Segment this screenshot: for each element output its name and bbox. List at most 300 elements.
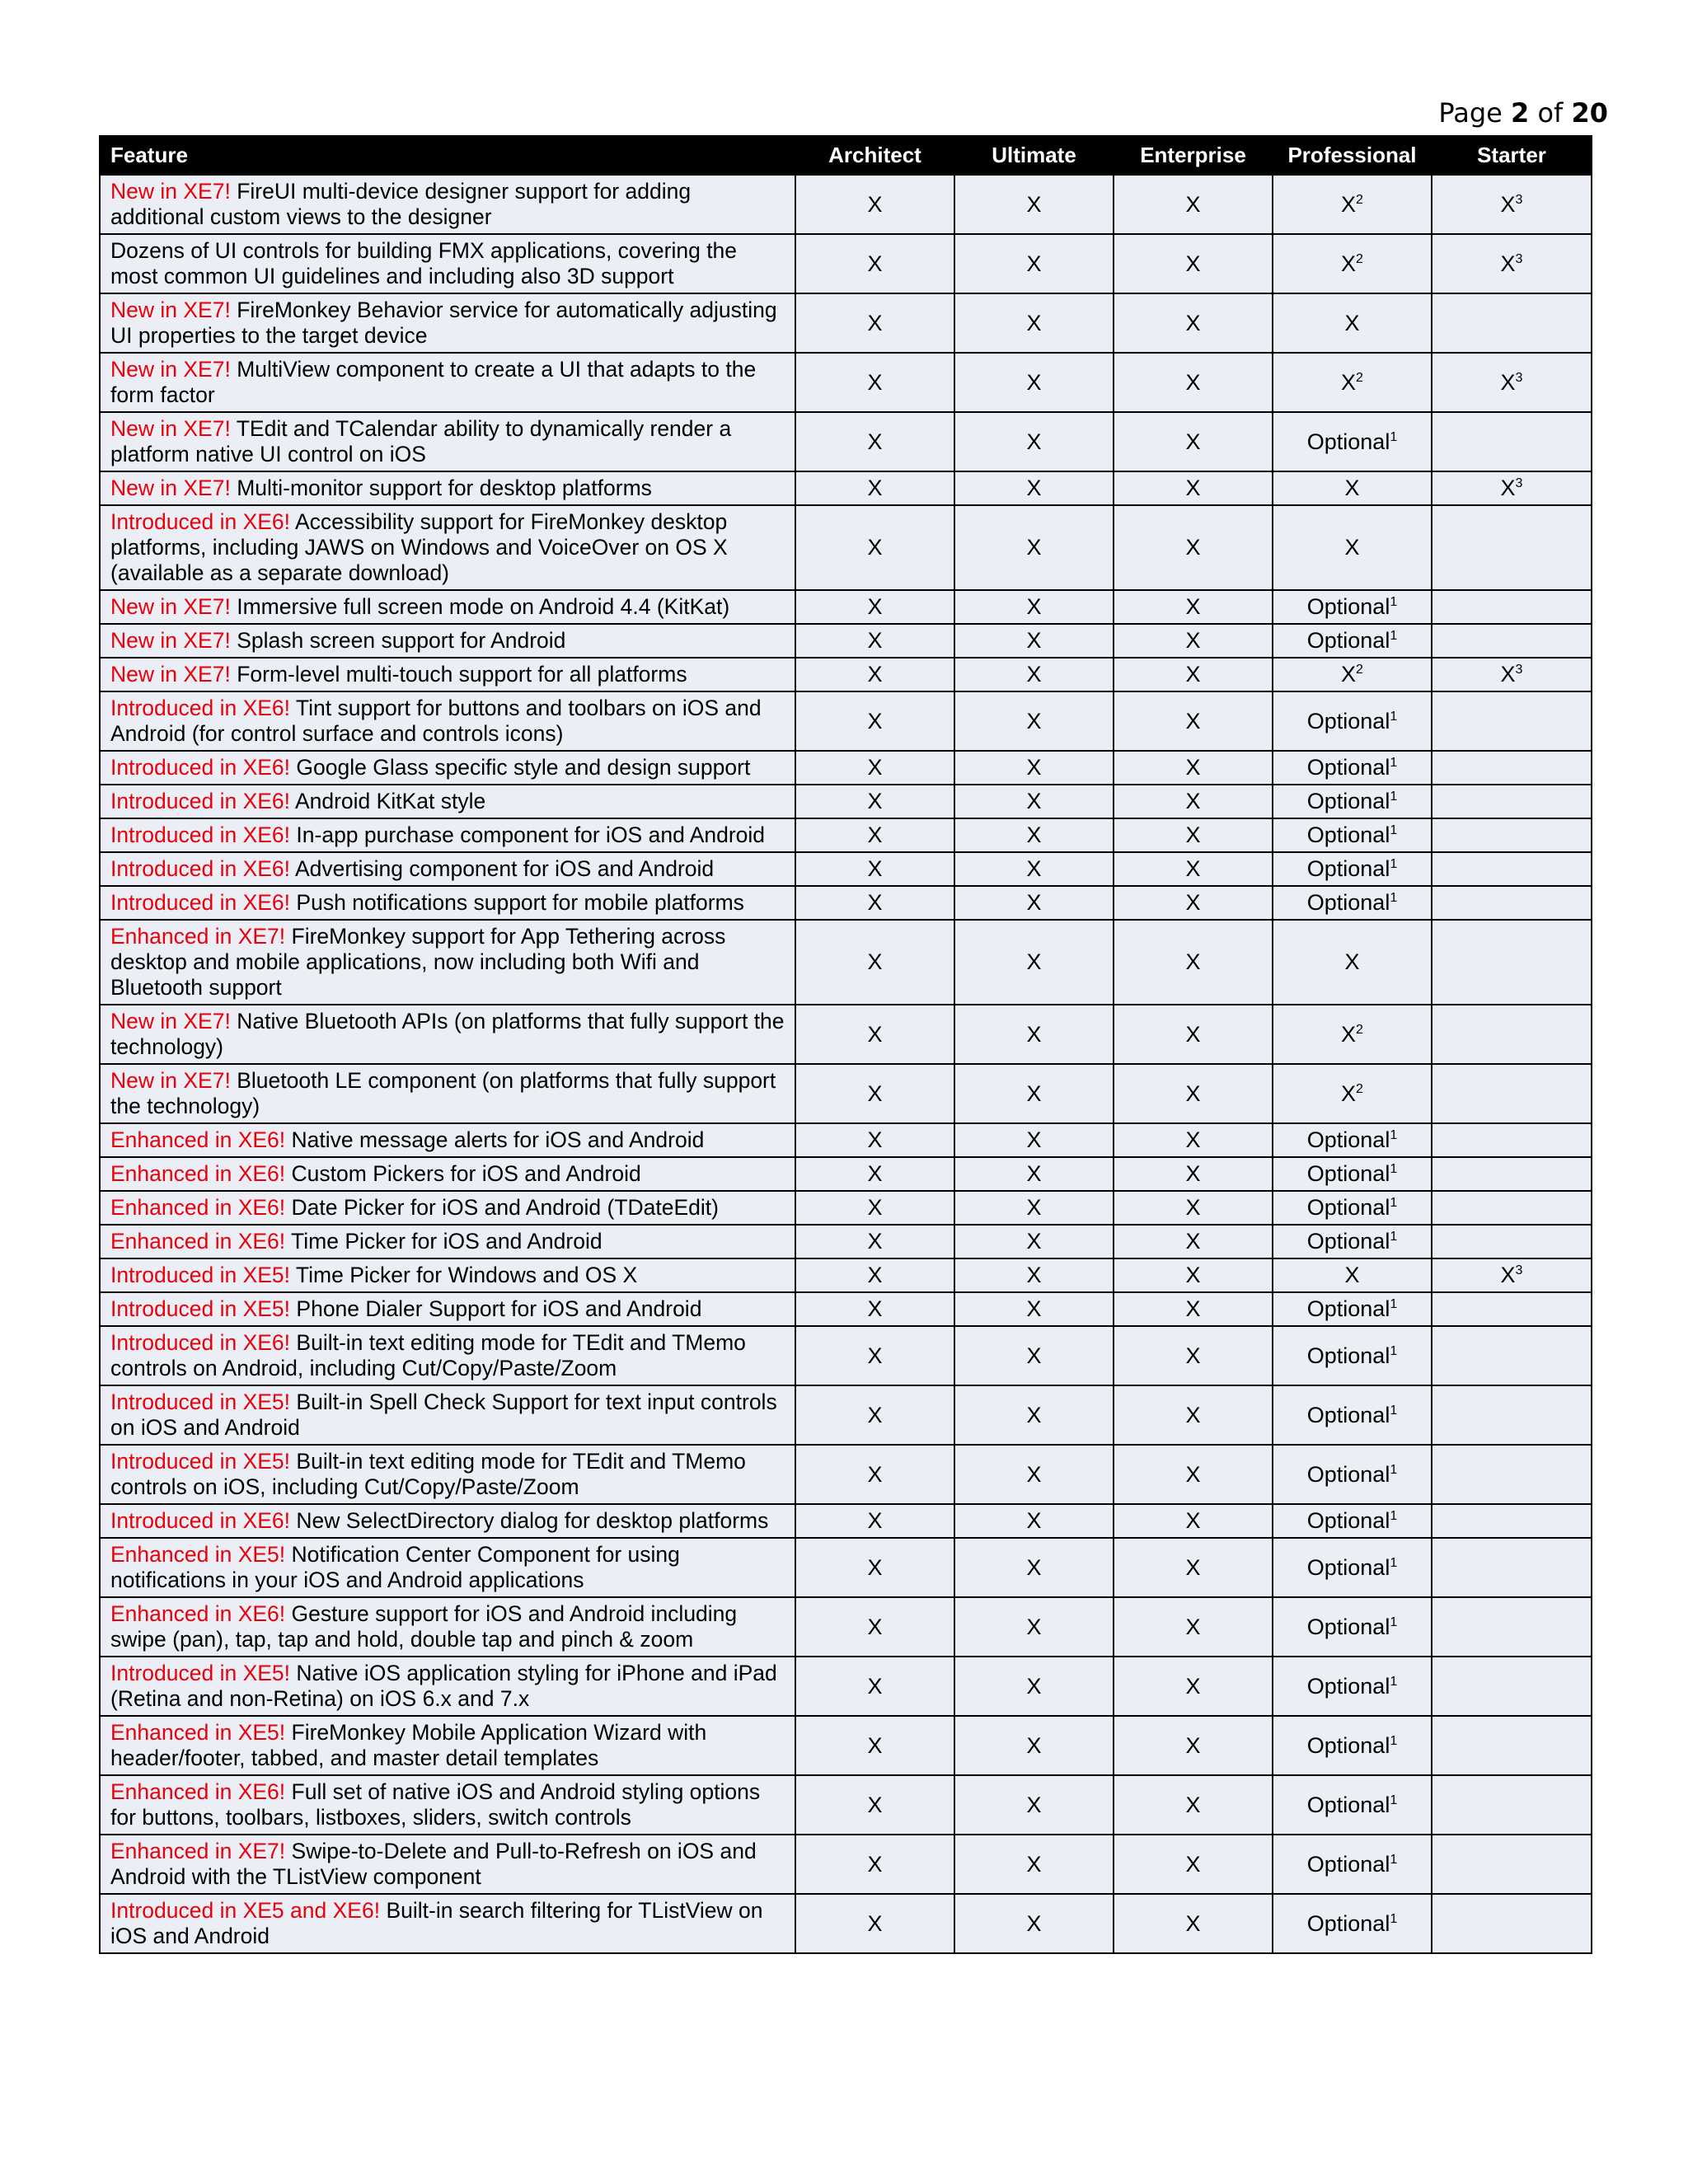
footnote-ref: 1 bbox=[1390, 1403, 1398, 1418]
footnote-ref: 1 bbox=[1390, 823, 1398, 837]
footnote-ref: 1 bbox=[1390, 1911, 1398, 1926]
footnote-ref: 2 bbox=[1356, 370, 1363, 385]
edition-cell-ultimate bbox=[954, 590, 1114, 624]
edition-cell-enterprise bbox=[1114, 505, 1273, 590]
availability-mark: X bbox=[867, 1263, 883, 1287]
feature-description: Accessibility support for FireMonkey desktop platforms, including JAWS on Windows and VoiceOver on OS X (available as a separate download) bbox=[110, 509, 728, 585]
footnote-ref: 2 bbox=[1356, 1081, 1363, 1096]
availability-mark: X bbox=[1185, 1161, 1201, 1186]
availability-mark: X bbox=[1185, 890, 1201, 915]
edition-cell-starter bbox=[1432, 293, 1592, 353]
feature-status-tag: Introduced in XE6! bbox=[110, 823, 291, 847]
availability-mark: Optional bbox=[1306, 1343, 1390, 1368]
edition-cell-architect bbox=[795, 175, 954, 234]
edition-cell-starter bbox=[1432, 1775, 1592, 1835]
availability-mark: Optional bbox=[1306, 1296, 1390, 1321]
availability-mark: Optional bbox=[1306, 1732, 1390, 1758]
edition-cell-architect bbox=[795, 818, 954, 852]
edition-cell-architect bbox=[795, 1597, 954, 1657]
feature-cell bbox=[100, 1191, 795, 1225]
edition-cell-architect bbox=[795, 1445, 954, 1504]
availability-mark: X bbox=[867, 535, 883, 560]
edition-cell-ultimate bbox=[954, 353, 1114, 412]
feature-cell bbox=[100, 658, 795, 691]
availability-mark: X bbox=[1344, 476, 1360, 500]
feature-cell bbox=[100, 412, 795, 471]
availability-mark: Optional bbox=[1306, 1127, 1390, 1152]
edition-cell-starter bbox=[1432, 886, 1592, 920]
feature-status-tag: New in XE7! bbox=[110, 298, 231, 322]
edition-cell-ultimate bbox=[954, 1005, 1114, 1064]
edition-cell-starter bbox=[1432, 175, 1592, 234]
edition-cell-starter bbox=[1432, 1292, 1592, 1326]
availability-mark: X bbox=[867, 594, 883, 619]
edition-cell-starter bbox=[1432, 751, 1592, 785]
edition-cell-professional bbox=[1273, 1191, 1432, 1225]
edition-cell-starter bbox=[1432, 1005, 1592, 1064]
edition-cell-ultimate bbox=[954, 1326, 1114, 1385]
footnote-ref: 3 bbox=[1515, 192, 1523, 207]
edition-cell-architect bbox=[795, 293, 954, 353]
availability-mark: X bbox=[1026, 1263, 1042, 1287]
edition-cell-enterprise bbox=[1114, 175, 1273, 234]
feature-status-tag: Enhanced in XE6! bbox=[110, 1127, 286, 1152]
edition-cell-architect bbox=[795, 1157, 954, 1191]
availability-mark: X bbox=[867, 628, 883, 653]
availability-mark: X bbox=[867, 1732, 883, 1758]
feature-status-tag: New in XE7! bbox=[110, 416, 231, 441]
availability-mark: X bbox=[1026, 1614, 1042, 1639]
table-row bbox=[100, 1005, 1592, 1064]
footnote-ref: 1 bbox=[1390, 1230, 1398, 1244]
edition-cell-enterprise bbox=[1114, 1258, 1273, 1292]
footnote-ref: 2 bbox=[1356, 192, 1363, 207]
availability-mark: Optional bbox=[1306, 1161, 1390, 1186]
table-row bbox=[100, 1894, 1592, 1953]
edition-cell-professional bbox=[1273, 1258, 1432, 1292]
availability-mark: X bbox=[1341, 662, 1357, 687]
feature-description: Splash screen support for Android bbox=[237, 628, 566, 653]
edition-cell-starter bbox=[1432, 624, 1592, 658]
edition-cell-ultimate bbox=[954, 852, 1114, 886]
footnote-ref: 1 bbox=[1390, 1343, 1398, 1358]
availability-mark: X bbox=[1344, 1263, 1360, 1287]
feature-status-tag: Introduced in XE6! bbox=[110, 856, 291, 881]
feature-description: Time Picker for Windows and OS X bbox=[295, 1263, 638, 1287]
edition-cell-ultimate bbox=[954, 1292, 1114, 1326]
footnote-ref: 1 bbox=[1390, 595, 1398, 609]
edition-cell-starter bbox=[1432, 1326, 1592, 1385]
availability-mark: X bbox=[867, 823, 883, 847]
availability-mark: X bbox=[1026, 310, 1042, 335]
feature-description: Native iOS application styling for iPhone and iPad (Retina and non-Retina) on iOS 6.x and 7.x bbox=[110, 1661, 777, 1711]
edition-cell-enterprise bbox=[1114, 658, 1273, 691]
feature-status-tag: Introduced in XE6! bbox=[110, 509, 291, 534]
feature-cell bbox=[100, 1225, 795, 1258]
availability-mark: X bbox=[1026, 1673, 1042, 1699]
table-row bbox=[100, 1538, 1592, 1597]
availability-mark: X bbox=[1185, 1195, 1201, 1220]
table-row bbox=[100, 785, 1592, 818]
feature-description: MultiView component to create a UI that adapts to the form factor bbox=[110, 357, 757, 407]
availability-mark: X bbox=[1185, 1851, 1201, 1877]
feature-description: Built-in search filtering for TListView on iOS and Android bbox=[110, 1898, 763, 1948]
footnote-ref: 1 bbox=[1390, 1615, 1398, 1629]
table-row bbox=[100, 234, 1592, 293]
availability-mark: X bbox=[1500, 1263, 1516, 1287]
footnote-ref: 1 bbox=[1390, 429, 1398, 444]
table-row bbox=[100, 691, 1592, 751]
table-row bbox=[100, 1292, 1592, 1326]
feature-description: FireMonkey support for App Tethering across desktop and mobile applications, now including both Wifi and Bluetooth support bbox=[110, 924, 726, 1000]
table-row bbox=[100, 658, 1592, 691]
edition-cell-starter bbox=[1432, 1716, 1592, 1775]
availability-mark: X bbox=[1026, 1343, 1042, 1368]
availability-mark: X bbox=[1185, 191, 1201, 217]
availability-mark: Optional bbox=[1306, 1792, 1390, 1817]
footnote-ref: 1 bbox=[1390, 629, 1398, 643]
table-row bbox=[100, 1835, 1592, 1894]
table-row bbox=[100, 1157, 1592, 1191]
table-row bbox=[100, 1775, 1592, 1835]
edition-cell-enterprise bbox=[1114, 590, 1273, 624]
feature-cell bbox=[100, 1716, 795, 1775]
table-row bbox=[100, 471, 1592, 505]
edition-cell-ultimate bbox=[954, 818, 1114, 852]
availability-mark: X bbox=[1026, 1195, 1042, 1220]
edition-cell-professional bbox=[1273, 691, 1432, 751]
feature-status-tag: Introduced in XE5 and XE6! bbox=[110, 1898, 381, 1923]
availability-mark: X bbox=[867, 1296, 883, 1321]
footnote-ref: 1 bbox=[1390, 1196, 1398, 1210]
availability-mark: Optional bbox=[1306, 429, 1390, 454]
availability-mark: Optional bbox=[1306, 1402, 1390, 1427]
availability-mark: X bbox=[1026, 662, 1042, 687]
edition-cell-professional bbox=[1273, 1225, 1432, 1258]
edition-cell-enterprise bbox=[1114, 624, 1273, 658]
table-row bbox=[100, 1258, 1592, 1292]
edition-cell-professional bbox=[1273, 353, 1432, 412]
availability-mark: Optional bbox=[1306, 1229, 1390, 1254]
table-row bbox=[100, 412, 1592, 471]
edition-cell-professional bbox=[1273, 412, 1432, 471]
footnote-ref: 1 bbox=[1390, 1733, 1398, 1748]
feature-cell bbox=[100, 293, 795, 353]
availability-mark: X bbox=[867, 856, 883, 881]
footnote-ref: 1 bbox=[1390, 1462, 1398, 1477]
edition-cell-starter bbox=[1432, 505, 1592, 590]
edition-cell-professional bbox=[1273, 1064, 1432, 1123]
availability-mark: X bbox=[867, 476, 883, 500]
edition-cell-professional bbox=[1273, 1538, 1432, 1597]
edition-cell-starter bbox=[1432, 1191, 1592, 1225]
edition-cell-architect bbox=[795, 1064, 954, 1123]
edition-cell-enterprise bbox=[1114, 1191, 1273, 1225]
table-row bbox=[100, 590, 1592, 624]
feature-cell bbox=[100, 1123, 795, 1157]
feature-description: Built-in Spell Check Support for text input controls on iOS and Android bbox=[110, 1390, 777, 1440]
edition-cell-architect bbox=[795, 1716, 954, 1775]
edition-cell-professional bbox=[1273, 852, 1432, 886]
edition-cell-starter bbox=[1432, 1258, 1592, 1292]
availability-mark: X bbox=[867, 890, 883, 915]
availability-mark: X bbox=[1026, 1021, 1042, 1047]
availability-mark: X bbox=[1185, 1263, 1201, 1287]
availability-mark: X bbox=[1344, 535, 1360, 560]
feature-cell bbox=[100, 1326, 795, 1385]
edition-cell-starter bbox=[1432, 353, 1592, 412]
edition-cell-enterprise bbox=[1114, 353, 1273, 412]
footnote-ref: 1 bbox=[1390, 1852, 1398, 1867]
edition-cell-enterprise bbox=[1114, 920, 1273, 1005]
feature-description: Custom Pickers for iOS and Android bbox=[291, 1161, 641, 1186]
availability-mark: X bbox=[1185, 1127, 1201, 1152]
page-current: 2 bbox=[1511, 97, 1530, 129]
availability-mark: X bbox=[867, 191, 883, 217]
edition-cell-ultimate bbox=[954, 505, 1114, 590]
availability-mark: X bbox=[867, 251, 883, 276]
table-row bbox=[100, 886, 1592, 920]
table-row bbox=[100, 1445, 1592, 1504]
feature-cell bbox=[100, 886, 795, 920]
edition-cell-professional bbox=[1273, 175, 1432, 234]
availability-mark: X bbox=[1185, 755, 1201, 780]
page-number bbox=[1438, 97, 1608, 129]
availability-mark: X bbox=[1185, 708, 1201, 733]
edition-cell-ultimate bbox=[954, 1064, 1114, 1123]
edition-cell-starter bbox=[1432, 1504, 1592, 1538]
feature-status-tag: Introduced in XE5! bbox=[110, 1661, 291, 1685]
edition-cell-enterprise bbox=[1114, 1292, 1273, 1326]
edition-cell-architect bbox=[795, 920, 954, 1005]
edition-cell-starter bbox=[1432, 1064, 1592, 1123]
availability-mark: Optional bbox=[1306, 708, 1390, 733]
feature-cell bbox=[100, 691, 795, 751]
availability-mark: X bbox=[1185, 251, 1201, 276]
edition-cell-starter bbox=[1432, 590, 1592, 624]
edition-cell-ultimate bbox=[954, 471, 1114, 505]
feature-cell bbox=[100, 505, 795, 590]
availability-mark: X bbox=[867, 1461, 883, 1487]
edition-cell-enterprise bbox=[1114, 1123, 1273, 1157]
table-row bbox=[100, 1716, 1592, 1775]
availability-mark: Optional bbox=[1306, 1910, 1390, 1936]
feature-status-tag: New in XE7! bbox=[110, 1009, 231, 1033]
edition-cell-ultimate bbox=[954, 920, 1114, 1005]
edition-cell-ultimate bbox=[954, 658, 1114, 691]
edition-cell-ultimate bbox=[954, 1191, 1114, 1225]
edition-cell-professional bbox=[1273, 1157, 1432, 1191]
availability-mark: X bbox=[867, 1343, 883, 1368]
feature-description: New SelectDirectory dialog for desktop platforms bbox=[296, 1508, 769, 1533]
feature-cell bbox=[100, 1597, 795, 1657]
footnote-ref: 1 bbox=[1390, 1509, 1398, 1523]
edition-cell-architect bbox=[795, 886, 954, 920]
availability-mark: Optional bbox=[1306, 1508, 1390, 1533]
availability-mark: Optional bbox=[1306, 856, 1390, 881]
edition-cell-ultimate bbox=[954, 1894, 1114, 1953]
feature-status-tag: New in XE7! bbox=[110, 594, 231, 619]
availability-mark: X bbox=[1026, 369, 1042, 395]
footnote-ref: 2 bbox=[1356, 1022, 1363, 1037]
availability-mark: X bbox=[1026, 1732, 1042, 1758]
edition-cell-enterprise bbox=[1114, 1835, 1273, 1894]
edition-cell-architect bbox=[795, 852, 954, 886]
table-row bbox=[100, 920, 1592, 1005]
feature-status-tag: Introduced in XE5! bbox=[110, 1263, 291, 1287]
footnote-ref: 1 bbox=[1390, 1297, 1398, 1311]
feature-cell bbox=[100, 1064, 795, 1123]
edition-cell-enterprise bbox=[1114, 751, 1273, 785]
availability-mark: Optional bbox=[1306, 1554, 1390, 1580]
availability-mark: X bbox=[1185, 1229, 1201, 1254]
edition-cell-enterprise bbox=[1114, 412, 1273, 471]
col-header-enterprise: Enterprise bbox=[1114, 136, 1273, 175]
availability-mark: X bbox=[1344, 310, 1360, 335]
feature-description: Immersive full screen mode on Android 4.4 (KitKat) bbox=[237, 594, 730, 619]
availability-mark: X bbox=[1026, 789, 1042, 813]
feature-status-tag: Introduced in XE6! bbox=[110, 890, 291, 915]
edition-cell-architect bbox=[795, 1292, 954, 1326]
edition-cell-architect bbox=[795, 353, 954, 412]
availability-mark: Optional bbox=[1306, 1851, 1390, 1877]
availability-mark: Optional bbox=[1306, 1673, 1390, 1699]
availability-mark: Optional bbox=[1306, 890, 1390, 915]
feature-cell bbox=[100, 1538, 795, 1597]
edition-cell-starter bbox=[1432, 691, 1592, 751]
availability-mark: X bbox=[1185, 1021, 1201, 1047]
feature-description: Built-in text editing mode for TEdit and TMemo controls on Android, including Cut/Copy/Paste/Zoom bbox=[110, 1330, 746, 1380]
edition-cell-ultimate bbox=[954, 1716, 1114, 1775]
feature-status-tag: Introduced in XE6! bbox=[110, 1330, 291, 1355]
col-header-architect: Architect bbox=[795, 136, 954, 175]
availability-mark: X bbox=[1185, 594, 1201, 619]
feature-cell bbox=[100, 590, 795, 624]
availability-mark: X bbox=[1341, 369, 1357, 395]
feature-description: Notification Center Component for using notifications in your iOS and Android applications bbox=[110, 1542, 680, 1592]
feature-description: Dozens of UI controls for building FMX applications, covering the most common UI guidelines and including also 3D support bbox=[110, 238, 738, 288]
edition-cell-architect bbox=[795, 1258, 954, 1292]
availability-mark: Optional bbox=[1306, 1614, 1390, 1639]
edition-cell-starter bbox=[1432, 852, 1592, 886]
table-row bbox=[100, 1657, 1592, 1716]
edition-cell-ultimate bbox=[954, 1538, 1114, 1597]
availability-mark: X bbox=[867, 1127, 883, 1152]
feature-status-tag: New in XE7! bbox=[110, 357, 231, 382]
edition-cell-starter bbox=[1432, 920, 1592, 1005]
availability-mark: X bbox=[867, 755, 883, 780]
availability-mark: X bbox=[1026, 535, 1042, 560]
availability-mark: X bbox=[1026, 1127, 1042, 1152]
edition-cell-starter bbox=[1432, 1657, 1592, 1716]
availability-mark: X bbox=[1026, 628, 1042, 653]
availability-mark: X bbox=[1185, 1461, 1201, 1487]
edition-cell-professional bbox=[1273, 624, 1432, 658]
availability-mark: X bbox=[1185, 1732, 1201, 1758]
table-row bbox=[100, 1385, 1592, 1445]
edition-cell-ultimate bbox=[954, 1504, 1114, 1538]
availability-mark: X bbox=[1341, 1080, 1357, 1106]
edition-cell-architect bbox=[795, 505, 954, 590]
edition-cell-enterprise bbox=[1114, 234, 1273, 293]
table-row bbox=[100, 1597, 1592, 1657]
feature-description: Gesture support for iOS and Android including swipe (pan), tap, tap and hold, double tap and pinch & zoom bbox=[110, 1601, 738, 1652]
availability-mark: X bbox=[1185, 1508, 1201, 1533]
table-row bbox=[100, 1064, 1592, 1123]
footnote-ref: 3 bbox=[1515, 663, 1523, 677]
availability-mark: X bbox=[867, 662, 883, 687]
availability-mark: X bbox=[1344, 949, 1360, 974]
availability-mark: X bbox=[1500, 662, 1516, 687]
edition-cell-professional bbox=[1273, 1657, 1432, 1716]
edition-cell-architect bbox=[795, 1894, 954, 1953]
feature-description: Bluetooth LE component (on platforms that fully support the technology) bbox=[110, 1068, 776, 1118]
feature-description: Multi-monitor support for desktop platforms bbox=[237, 476, 652, 500]
feature-description: FireMonkey Behavior service for automatically adjusting UI properties to the target device bbox=[110, 298, 777, 348]
feature-cell bbox=[100, 920, 795, 1005]
availability-mark: Optional bbox=[1306, 1461, 1390, 1487]
availability-mark: X bbox=[1026, 1402, 1042, 1427]
availability-mark: X bbox=[1026, 594, 1042, 619]
edition-cell-architect bbox=[795, 1538, 954, 1597]
feature-cell bbox=[100, 1894, 795, 1953]
edition-cell-ultimate bbox=[954, 691, 1114, 751]
feature-status-tag: Introduced in XE6! bbox=[110, 696, 291, 720]
feature-cell bbox=[100, 1005, 795, 1064]
edition-cell-enterprise bbox=[1114, 785, 1273, 818]
feature-description: Swipe-to-Delete and Pull-to-Refresh on iOS and Android with the TListView component bbox=[110, 1839, 757, 1889]
availability-mark: X bbox=[867, 310, 883, 335]
edition-cell-architect bbox=[795, 590, 954, 624]
table-row bbox=[100, 1504, 1592, 1538]
edition-cell-starter bbox=[1432, 1225, 1592, 1258]
feature-description: Native message alerts for iOS and Android bbox=[291, 1127, 705, 1152]
edition-cell-architect bbox=[795, 691, 954, 751]
feature-description: FireMonkey Mobile Application Wizard with header/footer, tabbed, and master detail templates bbox=[110, 1720, 707, 1770]
edition-cell-ultimate bbox=[954, 175, 1114, 234]
availability-mark: X bbox=[867, 789, 883, 813]
feature-cell bbox=[100, 1157, 795, 1191]
page-of: of bbox=[1537, 97, 1564, 129]
availability-mark: X bbox=[1185, 429, 1201, 454]
feature-cell bbox=[100, 1292, 795, 1326]
availability-mark: X bbox=[867, 1910, 883, 1936]
availability-mark: Optional bbox=[1306, 628, 1390, 653]
edition-cell-architect bbox=[795, 751, 954, 785]
feature-status-tag: Enhanced in XE7! bbox=[110, 924, 286, 949]
edition-cell-starter bbox=[1432, 1385, 1592, 1445]
edition-cell-architect bbox=[795, 471, 954, 505]
availability-mark: X bbox=[1185, 662, 1201, 687]
edition-cell-ultimate bbox=[954, 1385, 1114, 1445]
edition-cell-starter bbox=[1432, 471, 1592, 505]
table-row bbox=[100, 818, 1592, 852]
feature-status-tag: Enhanced in XE5! bbox=[110, 1542, 286, 1567]
edition-cell-starter bbox=[1432, 1157, 1592, 1191]
feature-cell bbox=[100, 353, 795, 412]
edition-cell-enterprise bbox=[1114, 1445, 1273, 1504]
edition-cell-professional bbox=[1273, 471, 1432, 505]
edition-cell-professional bbox=[1273, 505, 1432, 590]
col-header-starter: Starter bbox=[1432, 136, 1592, 175]
edition-cell-professional bbox=[1273, 785, 1432, 818]
footnote-ref: 1 bbox=[1390, 709, 1398, 724]
footnote-ref: 3 bbox=[1515, 251, 1523, 266]
edition-cell-ultimate bbox=[954, 1597, 1114, 1657]
feature-status-tag: Enhanced in XE7! bbox=[110, 1839, 286, 1863]
availability-mark: X bbox=[867, 1614, 883, 1639]
feature-cell bbox=[100, 1657, 795, 1716]
